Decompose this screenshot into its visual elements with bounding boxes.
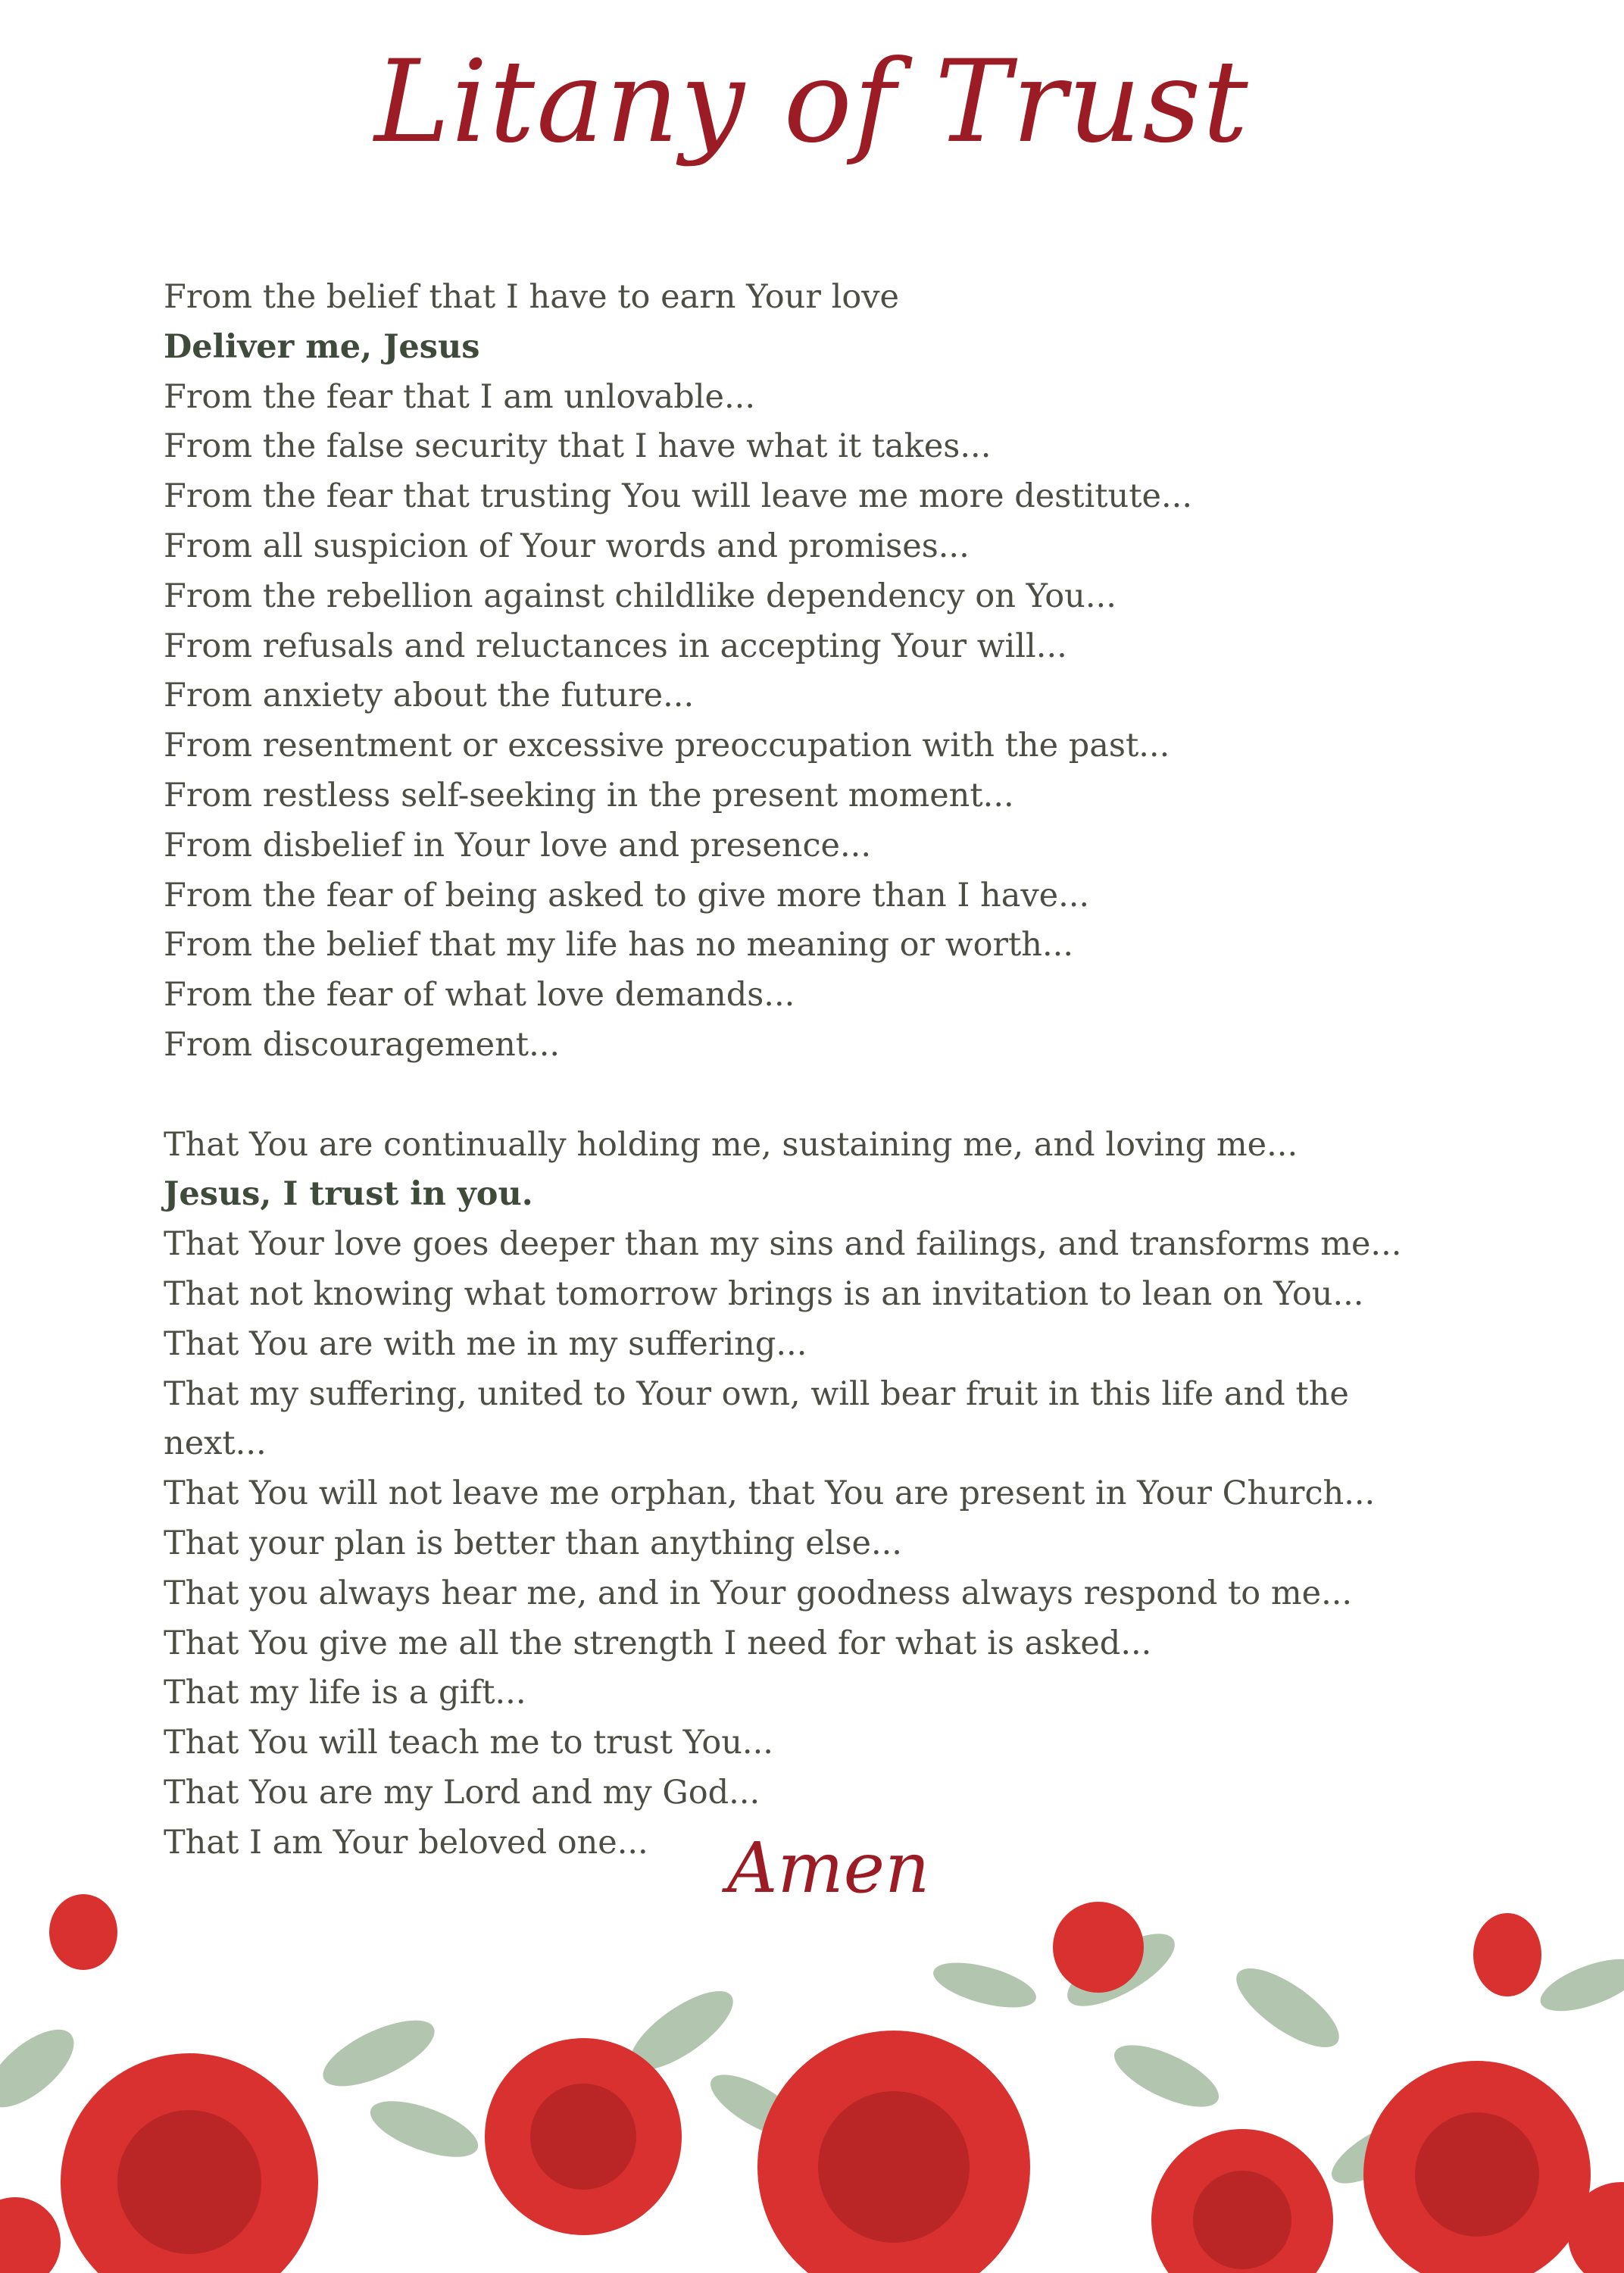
litany-line: From the fear of being asked to give more than I have... [164, 876, 1090, 915]
litany-line: That You are with me in my suffering... [164, 1324, 807, 1363]
litany-line: From the fear that trusting You will leave me more destitute... [164, 477, 1192, 516]
litany-line: That not knowing what tomorrow brings is an invitation to lean on You... [164, 1274, 1364, 1313]
section1-intro: From the belief that I have to earn Your love [164, 278, 899, 316]
section1-response: Deliver me, Jesus [164, 327, 480, 366]
page-title: Litany of Trust [374, 36, 1250, 168]
litany-line: From discouragement... [164, 1025, 561, 1064]
litany-line: That your plan is better than anything else... [164, 1524, 902, 1562]
litany-line: That You give me all the strength I need for what is asked... [164, 1624, 1152, 1662]
litany-line: From the fear of what love demands... [164, 976, 795, 1015]
section2-response: Jesus, I trust in you. [164, 1175, 533, 1214]
rose-buds [49, 1894, 1541, 1996]
closing-amen: Amen [727, 1827, 930, 1909]
litany-line: That You will teach me to trust You... [164, 1724, 773, 1762]
litany-line: That You will not leave me orphan, that You are present in Your Church... [164, 1474, 1376, 1513]
section-gap [164, 1071, 1497, 1121]
litany-line: From restless self-seeking in the present moment... [164, 776, 1014, 814]
litany-text [164, 273, 1497, 1868]
litany-line: That my life is a gift... [164, 1674, 526, 1712]
litany-line: From the belief that my life has no meaning or worth... [164, 926, 1073, 965]
rose-border-illustration [0, 1879, 1624, 2273]
litany-line: From resentment or excessive preoccupation with the past... [164, 727, 1170, 765]
litany-line: From refusals and reluctances in accepting Your will... [164, 627, 1067, 665]
litany-line: From disbelief in Your love and presence... [164, 826, 871, 864]
litany-line: From the rebellion against childlike dependency on You... [164, 577, 1116, 615]
litany-line: From the false security that I have what it takes... [164, 427, 992, 466]
litany-line: That my suffering, united to Your own, will bear fruit in this life and the next... [164, 1374, 1349, 1463]
litany-line: From anxiety about the future... [164, 677, 695, 715]
litany-line: That You are my Lord and my God... [164, 1773, 760, 1812]
litany-line: From the fear that I am unlovable... [164, 377, 756, 416]
litany-line: That you always hear me, and in Your goodness always respond to me... [164, 1574, 1353, 1612]
section2-intro: That You are continually holding me, sustaining me, and loving me... [164, 1125, 1298, 1164]
litany-line: That I am Your beloved one... [164, 1823, 648, 1862]
litany-line: That Your love goes deeper than my sins and failings, and transforms me... [164, 1225, 1402, 1264]
litany-line: From all suspicion of Your words and promises... [164, 527, 970, 565]
